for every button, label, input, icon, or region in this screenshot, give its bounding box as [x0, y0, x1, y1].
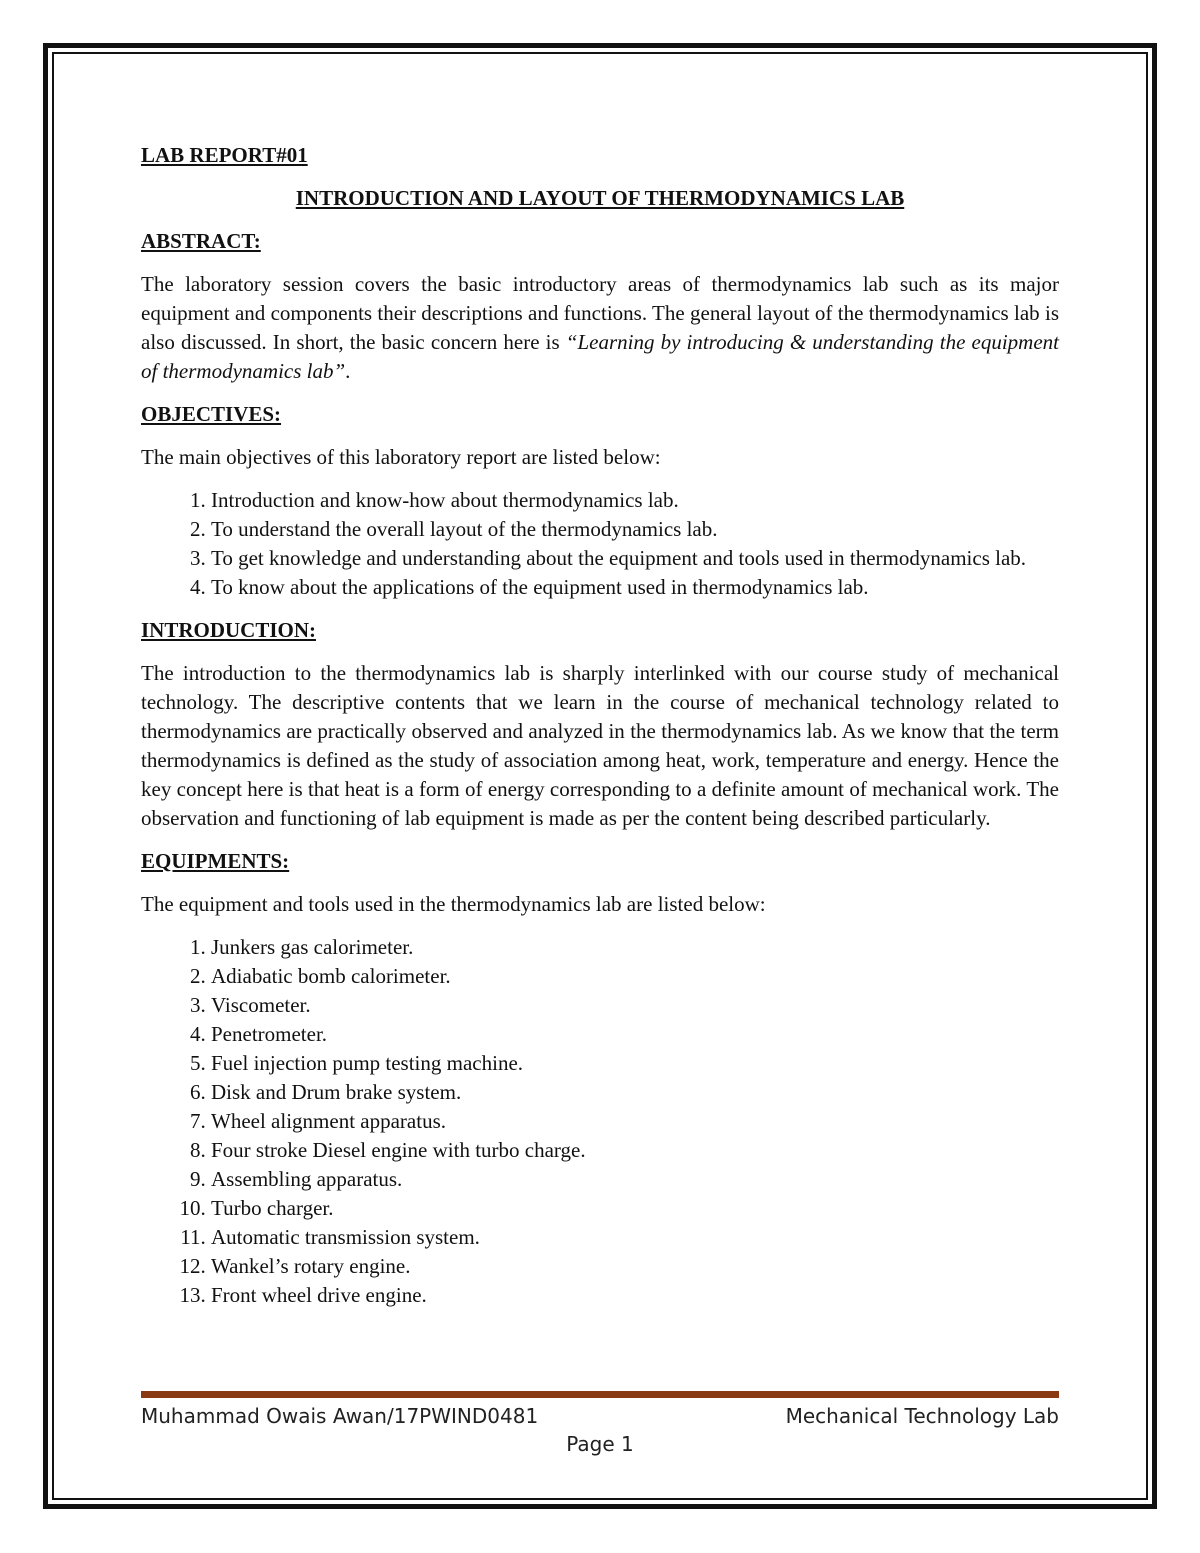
report-title: INTRODUCTION AND LAYOUT OF THERMODYNAMICS LAB	[295, 186, 905, 210]
footer-author: Muhammad Owais Awan/17PWIND0481	[141, 1404, 539, 1428]
footer-course: Mechanical Technology Lab	[785, 1404, 1059, 1428]
objectives-list	[141, 486, 1059, 602]
list-item: 2. Adiabatic bomb calorimeter.	[211, 962, 1059, 991]
list-item: 1. Junkers gas calorimeter.	[211, 933, 1059, 962]
list-item: 9. Assembling apparatus.	[211, 1165, 1059, 1194]
list-item: 8. Four stroke Diesel engine with turbo charge.	[211, 1136, 1059, 1165]
list-item: 12. Wankel’s rotary engine.	[211, 1252, 1059, 1281]
equipments-heading: EQUIPMENTS:	[141, 849, 290, 873]
document-body	[141, 141, 1059, 1310]
list-item: 3. To get knowledge and understanding about the equipment and tools used in thermodynamics lab.	[211, 544, 1059, 573]
abstract-text: The laboratory session covers the basic introductory areas of thermodynamics lab such as its major equipment and components their descriptions and functions. The general layout of the thermodynamics lab is also discussed. In short, the basic concern here is	[141, 272, 1059, 354]
page-footer	[141, 1404, 1059, 1456]
abstract-paragraph	[141, 270, 1059, 386]
list-item: 13. Front wheel drive engine.	[211, 1281, 1059, 1310]
list-item: 2. To understand the overall layout of the thermodynamics lab.	[211, 515, 1059, 544]
equipments-list	[141, 933, 1059, 1310]
objectives-intro: The main objectives of this laboratory report are listed below:	[141, 445, 661, 469]
list-item: 1. Introduction and know-how about thermodynamics lab.	[211, 486, 1059, 515]
equipments-intro: The equipment and tools used in the thermodynamics lab are listed below:	[141, 892, 766, 916]
abstract-heading: ABSTRACT:	[141, 229, 261, 253]
footer-page-number: Page 1	[566, 1432, 634, 1456]
footer-rule	[141, 1391, 1059, 1398]
list-item: 10. Turbo charger.	[211, 1194, 1059, 1223]
list-item: 4. To know about the applications of the equipment used in thermodynamics lab.	[211, 573, 1059, 602]
abstract-text-end: .	[345, 359, 351, 383]
list-item: 6. Disk and Drum brake system.	[211, 1078, 1059, 1107]
abstract-quote: “Learning by introducing & understanding the equipment of thermodynamics lab”	[141, 330, 1059, 383]
list-item: 11. Automatic transmission system.	[211, 1223, 1059, 1252]
list-item: 7. Wheel alignment apparatus.	[211, 1107, 1059, 1136]
list-item: 5. Fuel injection pump testing machine.	[211, 1049, 1059, 1078]
introduction-heading: INTRODUCTION:	[141, 618, 317, 642]
footer-row	[141, 1404, 1059, 1428]
report-label: LAB REPORT#01	[141, 143, 308, 167]
list-item: 4. Penetrometer.	[211, 1020, 1059, 1049]
introduction-paragraph: The introduction to the thermodynamics lab is sharply interlinked with our course study of mechanical technology. The descriptive contents that we learn in the course of mechanical technology related to thermodynamics are practically observed and analyzed in the thermodynamics lab. As we know that the term thermodynamics is defined as the study of association among heat, work, temperature and energy. Hence the key concept here is that heat is a form of energy corresponding to a definite amount of mechanical work. The observation and functioning of lab equipment is made as per the content being described particularly.	[141, 661, 1059, 830]
objectives-heading: OBJECTIVES:	[141, 402, 282, 426]
list-item: 3. Viscometer.	[211, 991, 1059, 1020]
